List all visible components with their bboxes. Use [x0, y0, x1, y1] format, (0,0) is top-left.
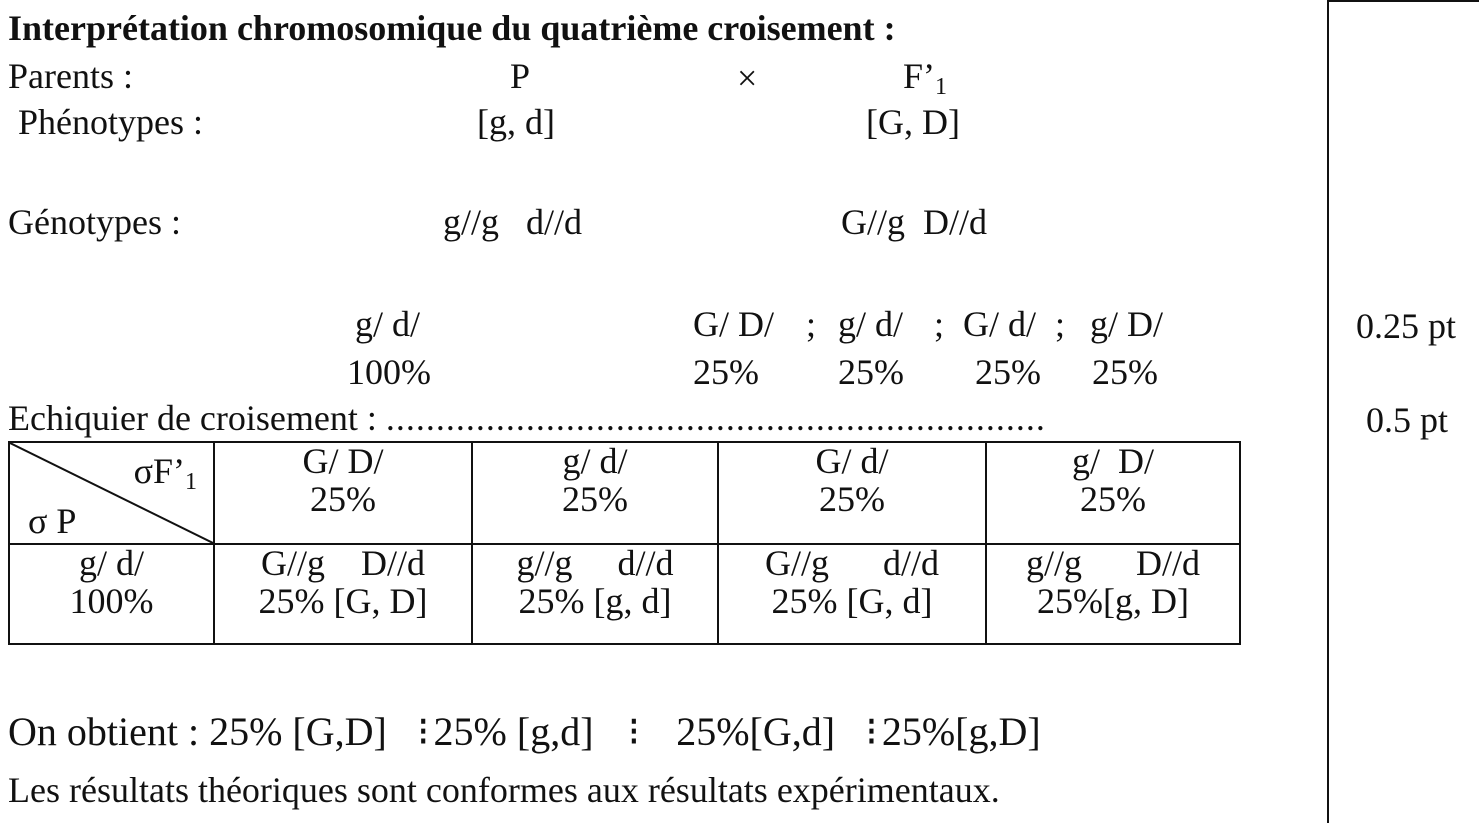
table-cell: [718, 544, 986, 644]
header-cell: [214, 442, 472, 544]
punnett-table: [8, 441, 1241, 645]
header-freq: 25%: [310, 478, 376, 519]
cell-result: 25% [g, d]: [518, 580, 672, 621]
cell-result: 25% [G, d]: [771, 580, 933, 621]
gamete-separator: ;: [1055, 304, 1066, 344]
header-gamete: G/ d/: [815, 441, 889, 481]
result-separator: ⁝: [865, 709, 878, 754]
gamete-separator: ;: [806, 304, 817, 344]
gamete-f1-4-freq: 25%: [1092, 352, 1158, 392]
header-freq: 25%: [562, 478, 628, 519]
gamete-f1-1-freq: 25%: [693, 352, 759, 392]
gamete-f1-3: G/ d/: [963, 304, 1037, 344]
result-separator: ⁝: [627, 709, 641, 754]
gamete-f1-2: g/ d/: [838, 304, 904, 344]
cell-result: 25%[g, D]: [1037, 580, 1189, 621]
genotype-p: g//g d//d: [443, 202, 583, 242]
gamete-f1-1: G/ D/: [693, 304, 774, 344]
table-cell: [472, 544, 718, 644]
result-prefix: On obtient :: [8, 709, 210, 754]
result-item: 25% [g,d]: [433, 709, 594, 754]
phenotype-p: [g, d]: [477, 102, 555, 142]
corner-f1-label: $\sigma F’_1$: [133, 451, 197, 495]
phenotype-f1: [G, D]: [866, 102, 960, 142]
result-item: 25% [G,D]: [209, 709, 387, 754]
cross-symbol: ×: [737, 58, 758, 98]
cell-genotype: G//g D//d: [260, 543, 425, 583]
gamete-f1-2-freq: 25%: [838, 352, 904, 392]
gamete-f1-4: g/ D/: [1090, 304, 1164, 344]
table-cell: [214, 544, 472, 644]
conclusion-text: Les résultats théoriques sont conformes aux résultats expérimentaux.: [8, 770, 1000, 810]
score-echiquier: 0.5 pt: [1366, 400, 1449, 440]
result-item: 25%[g,D]: [881, 709, 1041, 754]
header-gamete: G/ D/: [302, 441, 384, 481]
header-cell: [472, 442, 718, 544]
table-corner-cell: [9, 442, 214, 544]
row-header-cell: [9, 544, 214, 644]
result-separator: ⁝: [416, 709, 430, 754]
header-cell: [986, 442, 1240, 544]
genotypes-label: Génotypes :: [8, 202, 181, 242]
margin-top-rule: [1327, 0, 1479, 2]
header-cell: [718, 442, 986, 544]
header-freq: 25%: [1080, 478, 1146, 519]
corner-p-label: σ P: [28, 501, 77, 541]
gamete-f1-3-freq: 25%: [975, 352, 1041, 392]
score-gametes: 0.25 pt: [1356, 306, 1457, 346]
cell-result: 25% [G, D]: [258, 580, 428, 621]
parents-label: Parents :: [8, 56, 133, 96]
header-gamete: g/ D/: [1071, 441, 1154, 481]
phenotypes-label: Phénotypes :: [18, 102, 203, 142]
table-cell: [986, 544, 1240, 644]
header-gamete: g/ d/: [562, 441, 628, 481]
gamete-p: g/ d/: [355, 304, 421, 344]
genotype-f1: G//g D//d: [841, 202, 988, 242]
gamete-p-freq: 100%: [347, 352, 431, 392]
cell-genotype: G//g d//d: [764, 543, 939, 583]
row-gamete: g/ d/: [78, 543, 144, 583]
parent-p: P: [510, 56, 531, 96]
cell-genotype: g//g D//d: [1025, 543, 1200, 583]
result-line: [8, 709, 1041, 754]
header-freq: 25%: [819, 478, 885, 519]
result-item: 25%[G,d]: [676, 709, 836, 754]
echiquier-label: Echiquier de croisement : ..................................................................: [8, 398, 1046, 438]
margin-divider: [1327, 0, 1329, 823]
row-freq: 100%: [69, 580, 154, 621]
parent-f1: $F’_1$: [903, 56, 948, 100]
cell-genotype: g//g d//d: [516, 543, 674, 583]
gamete-separator: ;: [934, 304, 945, 344]
section-title: Interprétation chromosomique du quatrième croisement :: [8, 8, 896, 48]
